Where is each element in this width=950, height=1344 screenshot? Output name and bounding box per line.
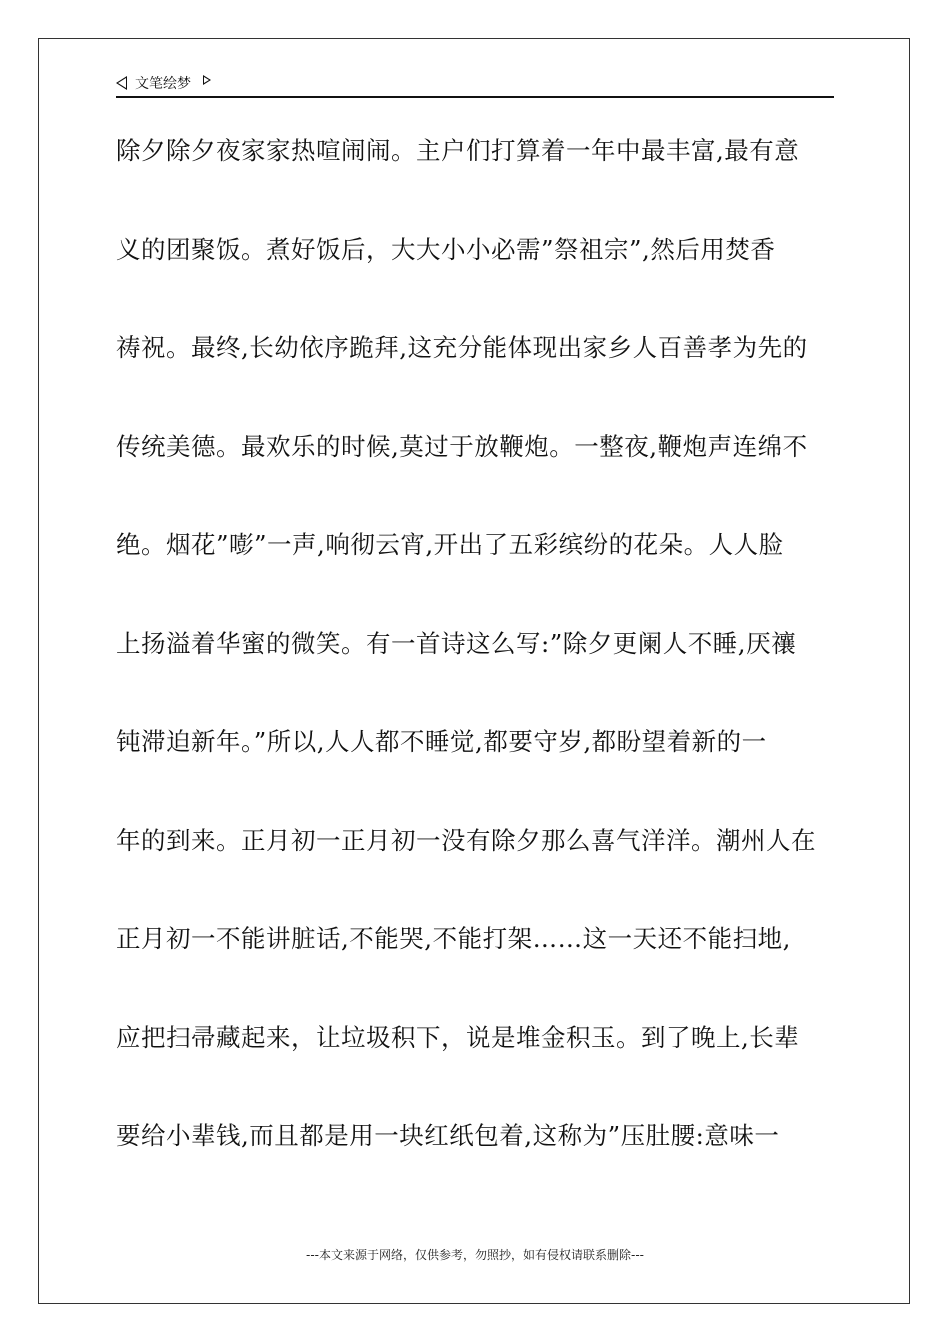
text-line: 正月初一不能讲脏话,不能哭,不能打架……这一天还不能扫地, — [116, 924, 791, 953]
text-line: 义的团聚饭。煮好饭后，大大小小必需”祭祖宗”,然后用焚香 — [116, 234, 776, 264]
triangle-left-icon — [116, 76, 127, 90]
triangle-right-icon — [203, 75, 211, 85]
text-line: 除夕除夕夜家家热喧闹闹。主户们打算着一年中最丰富,最有意 — [116, 136, 800, 165]
text-line: 要给小辈钱,而且都是用一块红纸包着,这称为”压肚腰:意味一 — [116, 1121, 780, 1150]
text-line: 上扬溢着华蜜的微笑。有一首诗这么写:”除夕更阑人不睡,厌禳 — [116, 628, 797, 658]
page-header — [116, 70, 834, 98]
text-line: 应把扫帚藏起来，让垃圾积下，说是堆金积玉。到了晚上,长辈 — [116, 1022, 800, 1052]
text-line: 年的到来。正月初一正月初一没有除夕那么喜气洋洋。潮州人在 — [116, 825, 816, 855]
text-line: 传统美德。最欢乐的时候,莫过于放鞭炮。一整夜,鞭炮声连绵不 — [116, 431, 808, 461]
text-line: 祷祝。最终,长幼依序跪拜,这充分能体现出家乡人百善孝为先的 — [116, 333, 808, 362]
text-line: 绝。烟花”嘭”一声,响彻云宵,开出了五彩缤纷的花朵。人人脸 — [116, 530, 784, 559]
footer-notice: ---本文来源于网络，仅供参考，勿照抄，如有侵权请联系删除--- — [306, 1248, 644, 1262]
header-title: 文笔绘梦 — [135, 76, 191, 92]
text-line: 钝滞迫新年。”所以,人人都不睡觉,都要守岁,都盼望着新的一 — [116, 727, 767, 756]
body-text — [116, 122, 834, 1206]
